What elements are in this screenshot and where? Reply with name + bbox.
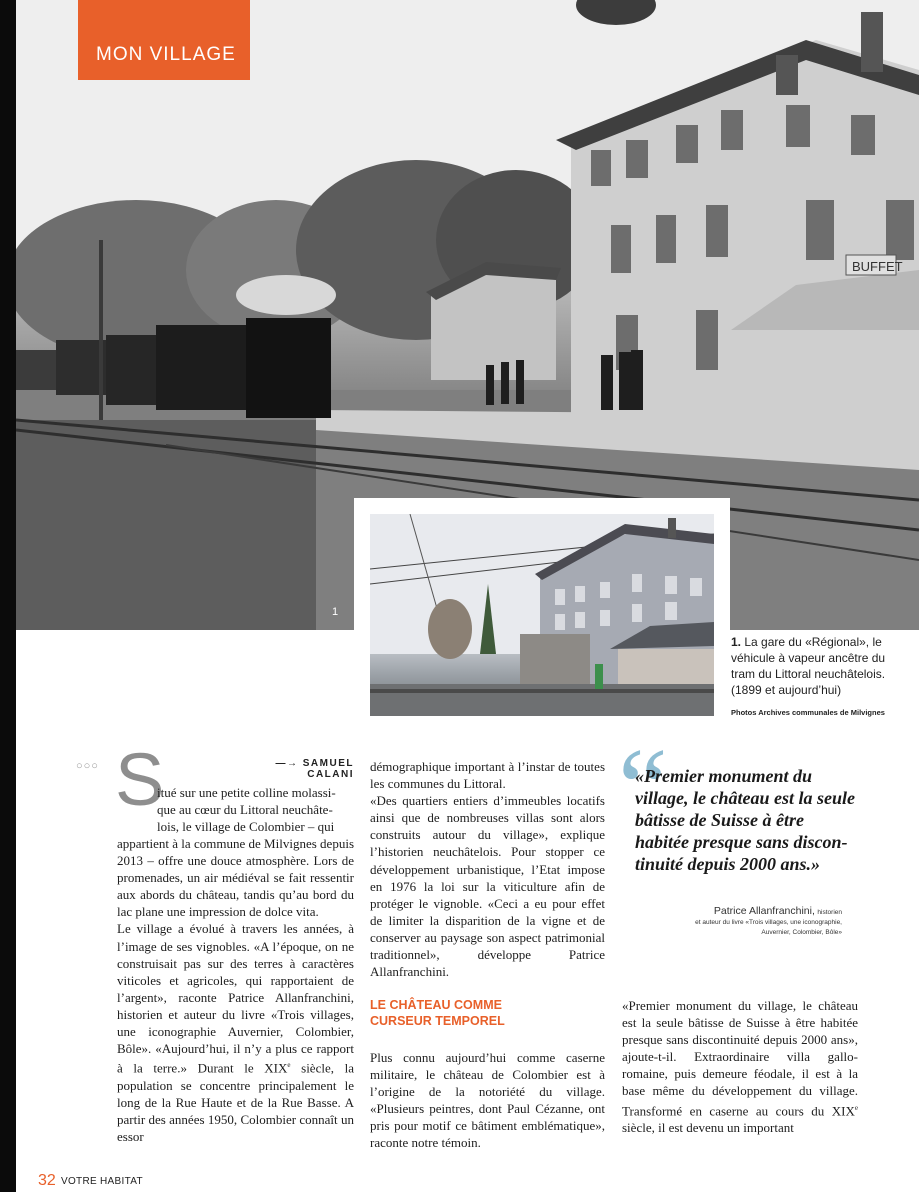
col3-superscript: e [854,1103,858,1112]
caption-text: La gare du «Régional», le véhicule à vapeur ancêtre du tram du Littoral neuchâtelois. (1899 et aujourd’hui) [731,635,886,697]
column-1-text [117,835,354,1145]
col3-start: «Premier monument du village, le château est la seule bâtisse de Suisse à être habitée presque sans discontinuité depuis 2000 ans», ajoute-t-il. Extraordinaire villa gallo-romaine, puis demeure féodale, il est à la base même du développement du village. Transformé en caserne au cours du XIX [622,998,858,1118]
magazine-name: VOTRE HABITAT [61,1176,143,1187]
pull-quote: «Premier monument du village, le château est la seule bâtisse de Suisse à être habitée presque sans discon-tinuité depuis 2000 ans.» [635,766,855,874]
author-arrow-icon: —→ [275,758,303,769]
quote-attribution [640,906,842,938]
column-3-paragraph [622,997,858,1136]
col1-p2-start: Le village a évolué à travers les années, à l’image de ses vignobles. «A l’époque, on ne construisait pas sur des terres à caractères viticoles et agricoles, qui rapportaient de l’argent», raconte Patrice Allanfranchini, historien et auteur du livre «Trois villages, une iconographie Auvernier, Colombier, Bôle». «Aujourd’hui, il n’y a plus ce rapport à la terre.» Durant le XIX [117,921,354,1076]
column-2-text [370,758,605,980]
section-tag [78,0,250,80]
lead-line: lois, le village de Colombier – qui [157,819,335,835]
col1-p2-end: siècle, la population se concentre principalement le long de la Rue Haute et de la Rue Basse. A partir des années 1950, Colombier connaît un essor [117,1060,354,1144]
col1-superscript: e [287,1061,291,1070]
quote-role-line-3: Auvernier, Colombier, Bôle» [761,929,842,936]
photo-caption [731,634,911,698]
page-edge [0,0,16,1192]
column-2-paragraph-3: Plus connu aujourd’hui comme caserne militaire, le château de Colombier est à l’origine de la notoriété du village. «Plusieurs peintres, dont Paul Cézanne, ont pris pour motif ce bâtiment emblématique», raconte notre témoin. [370,1050,605,1151]
article-author [230,758,354,780]
photo-number: 1 [332,606,339,618]
photo-credit: Photos Archives communales de Milvignes [731,708,885,717]
quote-role-line-2: et auteur du livre «Trois villages, une iconographie, [695,919,842,926]
drop-cap: S [115,738,165,821]
lead-line: que au cœur du Littoral neuchâte- [157,802,333,818]
buffet-sign: BUFFET [852,259,903,274]
column-3-text [622,997,858,1136]
column-2-paragraph-1: démographique important à l’instar de toutes les communes du Littoral. [370,759,605,792]
column-2-paragraph-2: «Des quartiers entiers d’immeubles locatifs ainsi que de nombreuses villas sont alors construits autour du village», explique l’historien neuchâtelois. Pour stopper ce développement urbanistique, l’Etat impose en 1976 la loi sur la viticulture afin de protéger le vignoble. «Ceci a eu pour effet de limiter la disparition de la vigne et de conserver au paysage son aspect patrimonial traditionnel», développe Patrice Allanfranchini. [370,793,605,980]
dots-ornament: ○○○ [76,760,99,772]
page-number: 32 [38,1172,56,1189]
quote-role: historien [817,909,842,916]
modern-station-photo [370,514,714,716]
col3-end: siècle, il est devenu un important [622,1119,794,1135]
section-tag-label: MON VILLAGE [96,44,236,65]
column-1-paragraph-1: appartient à la commune de Milvignes depuis 2013 – offre une douce atmosphère. Lors de promenades, un air médiéval se fait ressentir aux abords du château, tandis qu’au bord du lac plane une impression de dolce vita. [117,836,354,920]
quote-author: Patrice Allanfranchini, [713,905,815,917]
author-name: SAMUEL CALANI [302,758,354,780]
section-subheading: LE CHÂTEAU COMME CURSEUR TEMPOREL [370,998,505,1028]
lead-lines [157,784,354,835]
caption-number: 1. [731,635,742,649]
column-1-paragraph-2 [117,920,354,1145]
lead-line: itué sur une petite colline molassi- [157,785,336,800]
quote-mark-icon: “ [618,726,668,850]
